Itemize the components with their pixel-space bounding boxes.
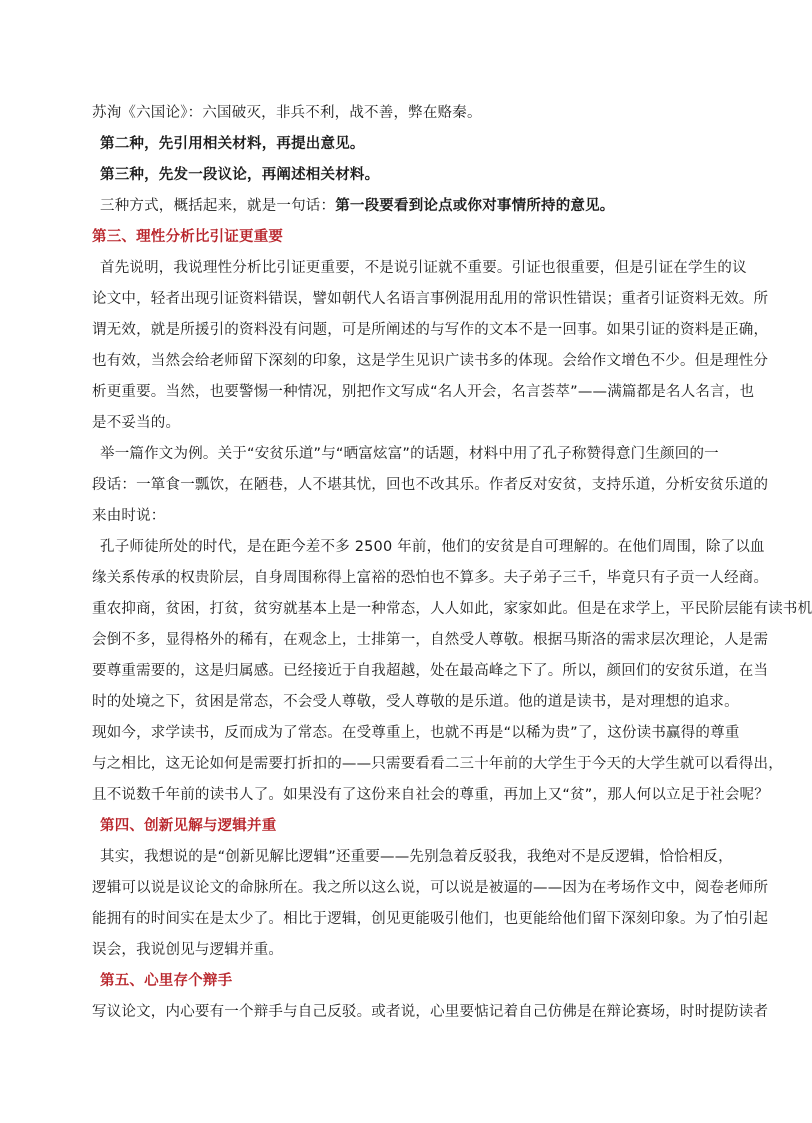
text-line: 与之相比，这无论如何是需要打折扣的——只需要看看二三十年前的大学生于今天的大学生就可以看得出， [92,756,783,772]
text-line: 现如今，求学读书，反而成为了常态。在受尊重上，也就不再是“以稀为贵”了，这份读书赢得的尊重 [92,725,740,741]
text-line: 能拥有的时间实在是太少了。相比于逻辑，创见更能吸引他们，也更能给他们留下深刻印象。为了怕引起 [92,911,769,927]
text-line: 逻辑可以说是议论文的命脉所在。我之所以这么说，可以说是被逼的——因为在考场作文中，阅卷老师所 [92,880,769,896]
section-heading-4: 第四、创新见解与逻辑并重 [100,818,277,834]
section-heading-3: 第三、理性分析比引证更重要 [92,229,284,245]
text-line: 论文中，轻者出现引证资料错误，譬如朝代人名语言事例混用乱用的常识性错误；重者引证资料无效。所 [92,291,769,307]
text-line: 会倒不多，显得格外的稀有，在观念上，士排第一，自然受人尊敬。根据马斯洛的需求层次理论，人是需 [92,632,769,648]
text-line-bold: 第三种，先发一段议论，再阐述相关材料。 [100,167,380,183]
summary-text: 三种方式，概括起来，就是一句话： [100,198,336,214]
text-line: 是不妥当的。 [92,415,181,431]
text-line: 时的处境之下，贫困是常态，不会受人尊敬，受人尊敬的是乐道。他的道是读书，是对理想的追求。 [92,694,739,710]
text-line [92,191,710,222]
text-line-bold: 第二种，先引用相关材料，再提出意见。 [100,136,365,152]
section-heading-5: 第五、心里存个辩手 [100,973,233,989]
text-line: 也有效，当然会给老师留下深刻的印象，这是学生见识广读书多的体现。会给作文增色不少。但是理性分 [92,353,769,369]
text-line: 苏洵《六国论》：六国破灭，非兵不利，战不善，弊在赂秦。 [92,105,482,121]
text-line: 且不说数千年前的读书人了。如果没有了这份来自社会的尊重，再加上又“贫”，那人何以立足于社会呢？ [92,787,769,803]
text-line: 要尊重需要的，这是归属感。已经接近于自我超越，处在最高峰之下了。所以，颜回们的安贫乐道，在当 [92,663,769,679]
text-line: 来由时说： [92,508,166,524]
summary-emphasis: 第一段要看到论点或你对事情所持的意见。 [335,198,615,214]
text-line: 缘关系传承的权贵阶层，自身周围称得上富裕的恐怕也不算多。夫子弟子三千，毕竟只有子贡一人经商。 [92,570,769,586]
text-line: 谓无效，就是所援引的资料没有问题，可是所阐述的与写作的文本不是一回事。如果引证的资料是正确， [92,322,769,338]
text-line: 重农抑商，贫困，打贫，贫穷就基本上是一种常态，人人如此，家家如此。但是在求学上，平民阶层能有读书机 [92,601,812,617]
text-line: 段话：一箪食一瓢饮，在陋巷，人不堪其忧，回也不改其乐。作者反对安贫，支持乐道，分析安贫乐道的 [92,477,769,493]
text-line: 孔子师徒所处的时代，是在距今差不多 2500 年前，他们的安贫是自可理解的。在他们周围，除了以血 [100,539,765,555]
text-line: 其实，我想说的是“创新见解比逻辑”还重要——先别急着反驳我，我绝对不是反逻辑，恰恰相反， [100,849,733,865]
document-page [92,98,812,1028]
text-line: 写议论文，内心要有一个辩手与自己反驳。或者说，心里要惦记着自己仿佛是在辩论赛场，时时提防读者 [92,1004,769,1020]
text-line: 举一篇作文为例。关于“安贫乐道”与“晒富炫富”的话题，材料中用了孔子称赞得意门生颜回的一 [100,446,719,462]
text-line: 析更重要。当然，也要警惕一种情况，别把作文写成“名人开会，名言荟萃”——满篇都是名人名言，也 [92,384,755,400]
text-line: 首先说明，我说理性分析比引证更重要，不是说引证就不重要。引证也很重要，但是引证在学生的议 [100,260,747,276]
text-line: 误会，我说创见与逻辑并重。 [92,942,284,958]
